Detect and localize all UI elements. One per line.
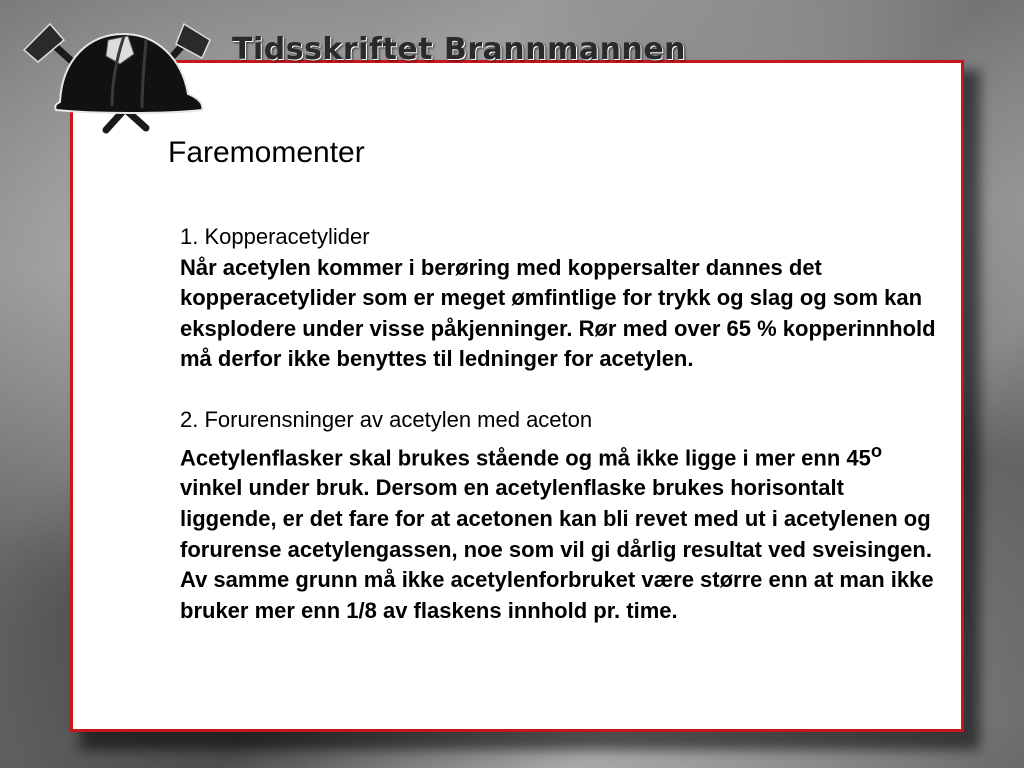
list-item (180, 222, 940, 375)
list-item (180, 405, 940, 626)
item-body: Når acetylen kommer i berøring med koppersalter dannes det kopperacetylider som er meget ømfintlige for trykk og slag og som kan eksplodere under visse påkjenninger. Rør med over 65 % kopperinnhold må derfor ikke benyttes til ledninger for acetylen. (180, 254, 936, 372)
item-body-text: Acetylenflasker skal brukes stående og må ikke ligge i mer enn 45 (180, 444, 871, 470)
item-heading: 2. Forurensninger av acetylen med aceton (180, 406, 593, 432)
item-body (180, 436, 940, 627)
item-heading: 1. Kopperacetylider (180, 224, 370, 249)
slide-title: Faremomenter (168, 136, 365, 169)
degree-superscript: o (870, 439, 883, 461)
item-body-text: vinkel under bruk. Dersom en acetylenflaske brukes horisontalt liggende, er det fare for at acetonen kan bli revet med ut i acetylenen og forurense acetylengassen, noe som vil gi dårlig resultat ved sveisingen. Av samme grunn må ikke acetylenforbruket være større enn at man ikke bruker mer enn 1/8 av flaskens innhold pr. time. (180, 475, 934, 623)
firefighter-helmet-icon (16, 10, 216, 142)
slide-content (180, 222, 940, 656)
masthead-title: Tidsskriftet Brannmannen (232, 32, 687, 67)
